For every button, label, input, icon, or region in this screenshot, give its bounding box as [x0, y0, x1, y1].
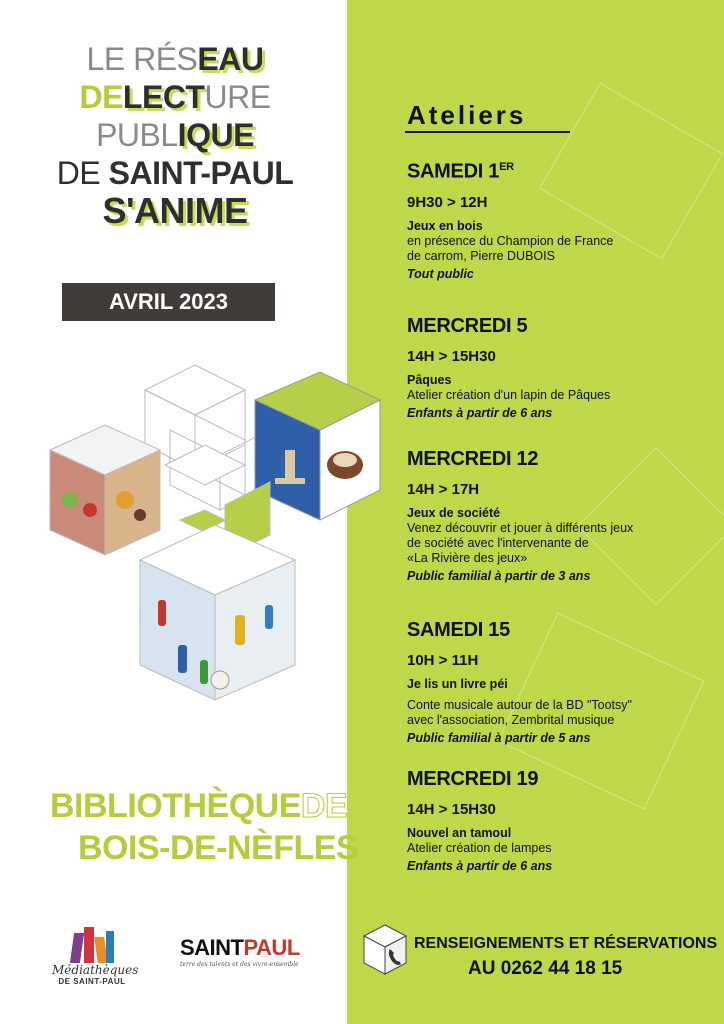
- library-line2: BOIS-DE-NÈFLES: [78, 829, 359, 867]
- event-desc-line: de carrom, Pierre DUBOIS: [407, 248, 555, 263]
- candy-cube: [50, 425, 160, 555]
- event-5: [407, 767, 707, 874]
- saint-paul-text-b: PAUL: [243, 935, 300, 960]
- library-line1-suffix: DE: [300, 787, 348, 825]
- poster-title: [40, 40, 310, 230]
- event-desc-line: avec l'association, Zembrital musique: [407, 713, 615, 727]
- saint-paul-logo: [180, 935, 305, 968]
- event-desc-line: Conte musicale autour de la BD "Tootsy": [407, 698, 632, 712]
- event-title: Je lis un livre péi: [407, 677, 508, 691]
- mediatheques-bars-icon: [70, 925, 114, 963]
- event-day: SAMEDI 1: [407, 160, 500, 183]
- cube-collage-illustration: [40, 360, 390, 710]
- mediatheques-script-text: Médiathèques: [52, 963, 139, 977]
- event-audience: Tout public: [407, 266, 474, 281]
- event-title: Nouvel an tamoul: [407, 826, 512, 840]
- contact-phone: AU 0262 44 18 15: [468, 958, 623, 979]
- saint-paul-text-a: SAINT: [180, 935, 244, 960]
- event-audience: Enfants à partir de 6 ans: [407, 406, 553, 420]
- title-line3-light: PUBL: [96, 117, 178, 153]
- event-desc-line: Venez découvrir et jouer à différents jeux: [407, 521, 634, 535]
- event-desc-line: Atelier création d'un lapin de Pâques: [407, 388, 611, 402]
- event-title: Jeux en bois: [407, 218, 483, 233]
- event-audience: Public familial à partir de 5 ans: [407, 731, 591, 745]
- title-line2-light-b: URE: [204, 79, 271, 115]
- event-day: SAMEDI 15: [407, 619, 510, 641]
- event-audience: Enfants à partir de 6 ans: [407, 859, 553, 873]
- mediatheques-subtitle: DE SAINT-PAUL: [58, 977, 126, 986]
- event-time: 14H > 17H: [407, 481, 480, 498]
- event-3: [407, 447, 707, 584]
- event-4: [407, 618, 707, 746]
- event-day: MERCREDI 19: [407, 768, 539, 790]
- event-desc-line: en présence du Champion de France: [407, 233, 614, 248]
- phone-icon: [360, 922, 410, 978]
- library-name: [50, 785, 358, 869]
- saint-paul-tagline: terre des talents et des vivre-ensemble: [180, 961, 299, 968]
- title-line1-bold: EAU: [197, 41, 264, 77]
- board-game-cube: [140, 525, 295, 700]
- event-time: 14H > 15H30: [407, 801, 496, 818]
- library-line1: BIBLIOTHÈQUE: [50, 787, 301, 825]
- event-time: 10H > 11H: [407, 652, 479, 669]
- event-audience: Public familial à partir de 3 ans: [407, 569, 591, 583]
- mediatheques-logo: [52, 925, 139, 986]
- title-line1-light: LE RÉS: [86, 41, 198, 77]
- event-desc-line: de société avec l'intervenante de: [407, 536, 589, 550]
- title-line2-bold: LECT: [122, 79, 205, 115]
- month-banner: AVRIL 2023: [62, 283, 275, 321]
- event-title: Pâques: [407, 373, 452, 387]
- title-line3-bold: IQUE: [177, 117, 254, 153]
- section-title-underline: [405, 131, 570, 133]
- event-2: [407, 314, 707, 421]
- section-title: Ateliers: [407, 100, 527, 130]
- title-line4-a: DE: [56, 155, 101, 191]
- event-day: MERCREDI 5: [407, 315, 528, 337]
- wooden-toy-cube: [255, 372, 380, 520]
- title-line2-light-a: DE: [79, 79, 123, 115]
- event-1: [407, 155, 707, 282]
- event-desc-line: Atelier création de lampes: [407, 841, 552, 855]
- event-time: 9H30 > 12H: [407, 193, 488, 211]
- event-title: Jeux de société: [407, 506, 501, 520]
- event-day: MERCREDI 12: [407, 448, 539, 470]
- contact-line1: RENSEIGNEMENTS ET RÉSERVATIONS: [414, 935, 718, 952]
- title-line5: S'ANIME: [102, 190, 248, 231]
- event-day-sup: ER: [499, 161, 514, 173]
- title-line4-b: SAINT-PAUL: [108, 155, 294, 191]
- event-time: 14H > 15H30: [407, 348, 496, 365]
- event-desc-line: «La Rivière des jeux»: [407, 551, 528, 565]
